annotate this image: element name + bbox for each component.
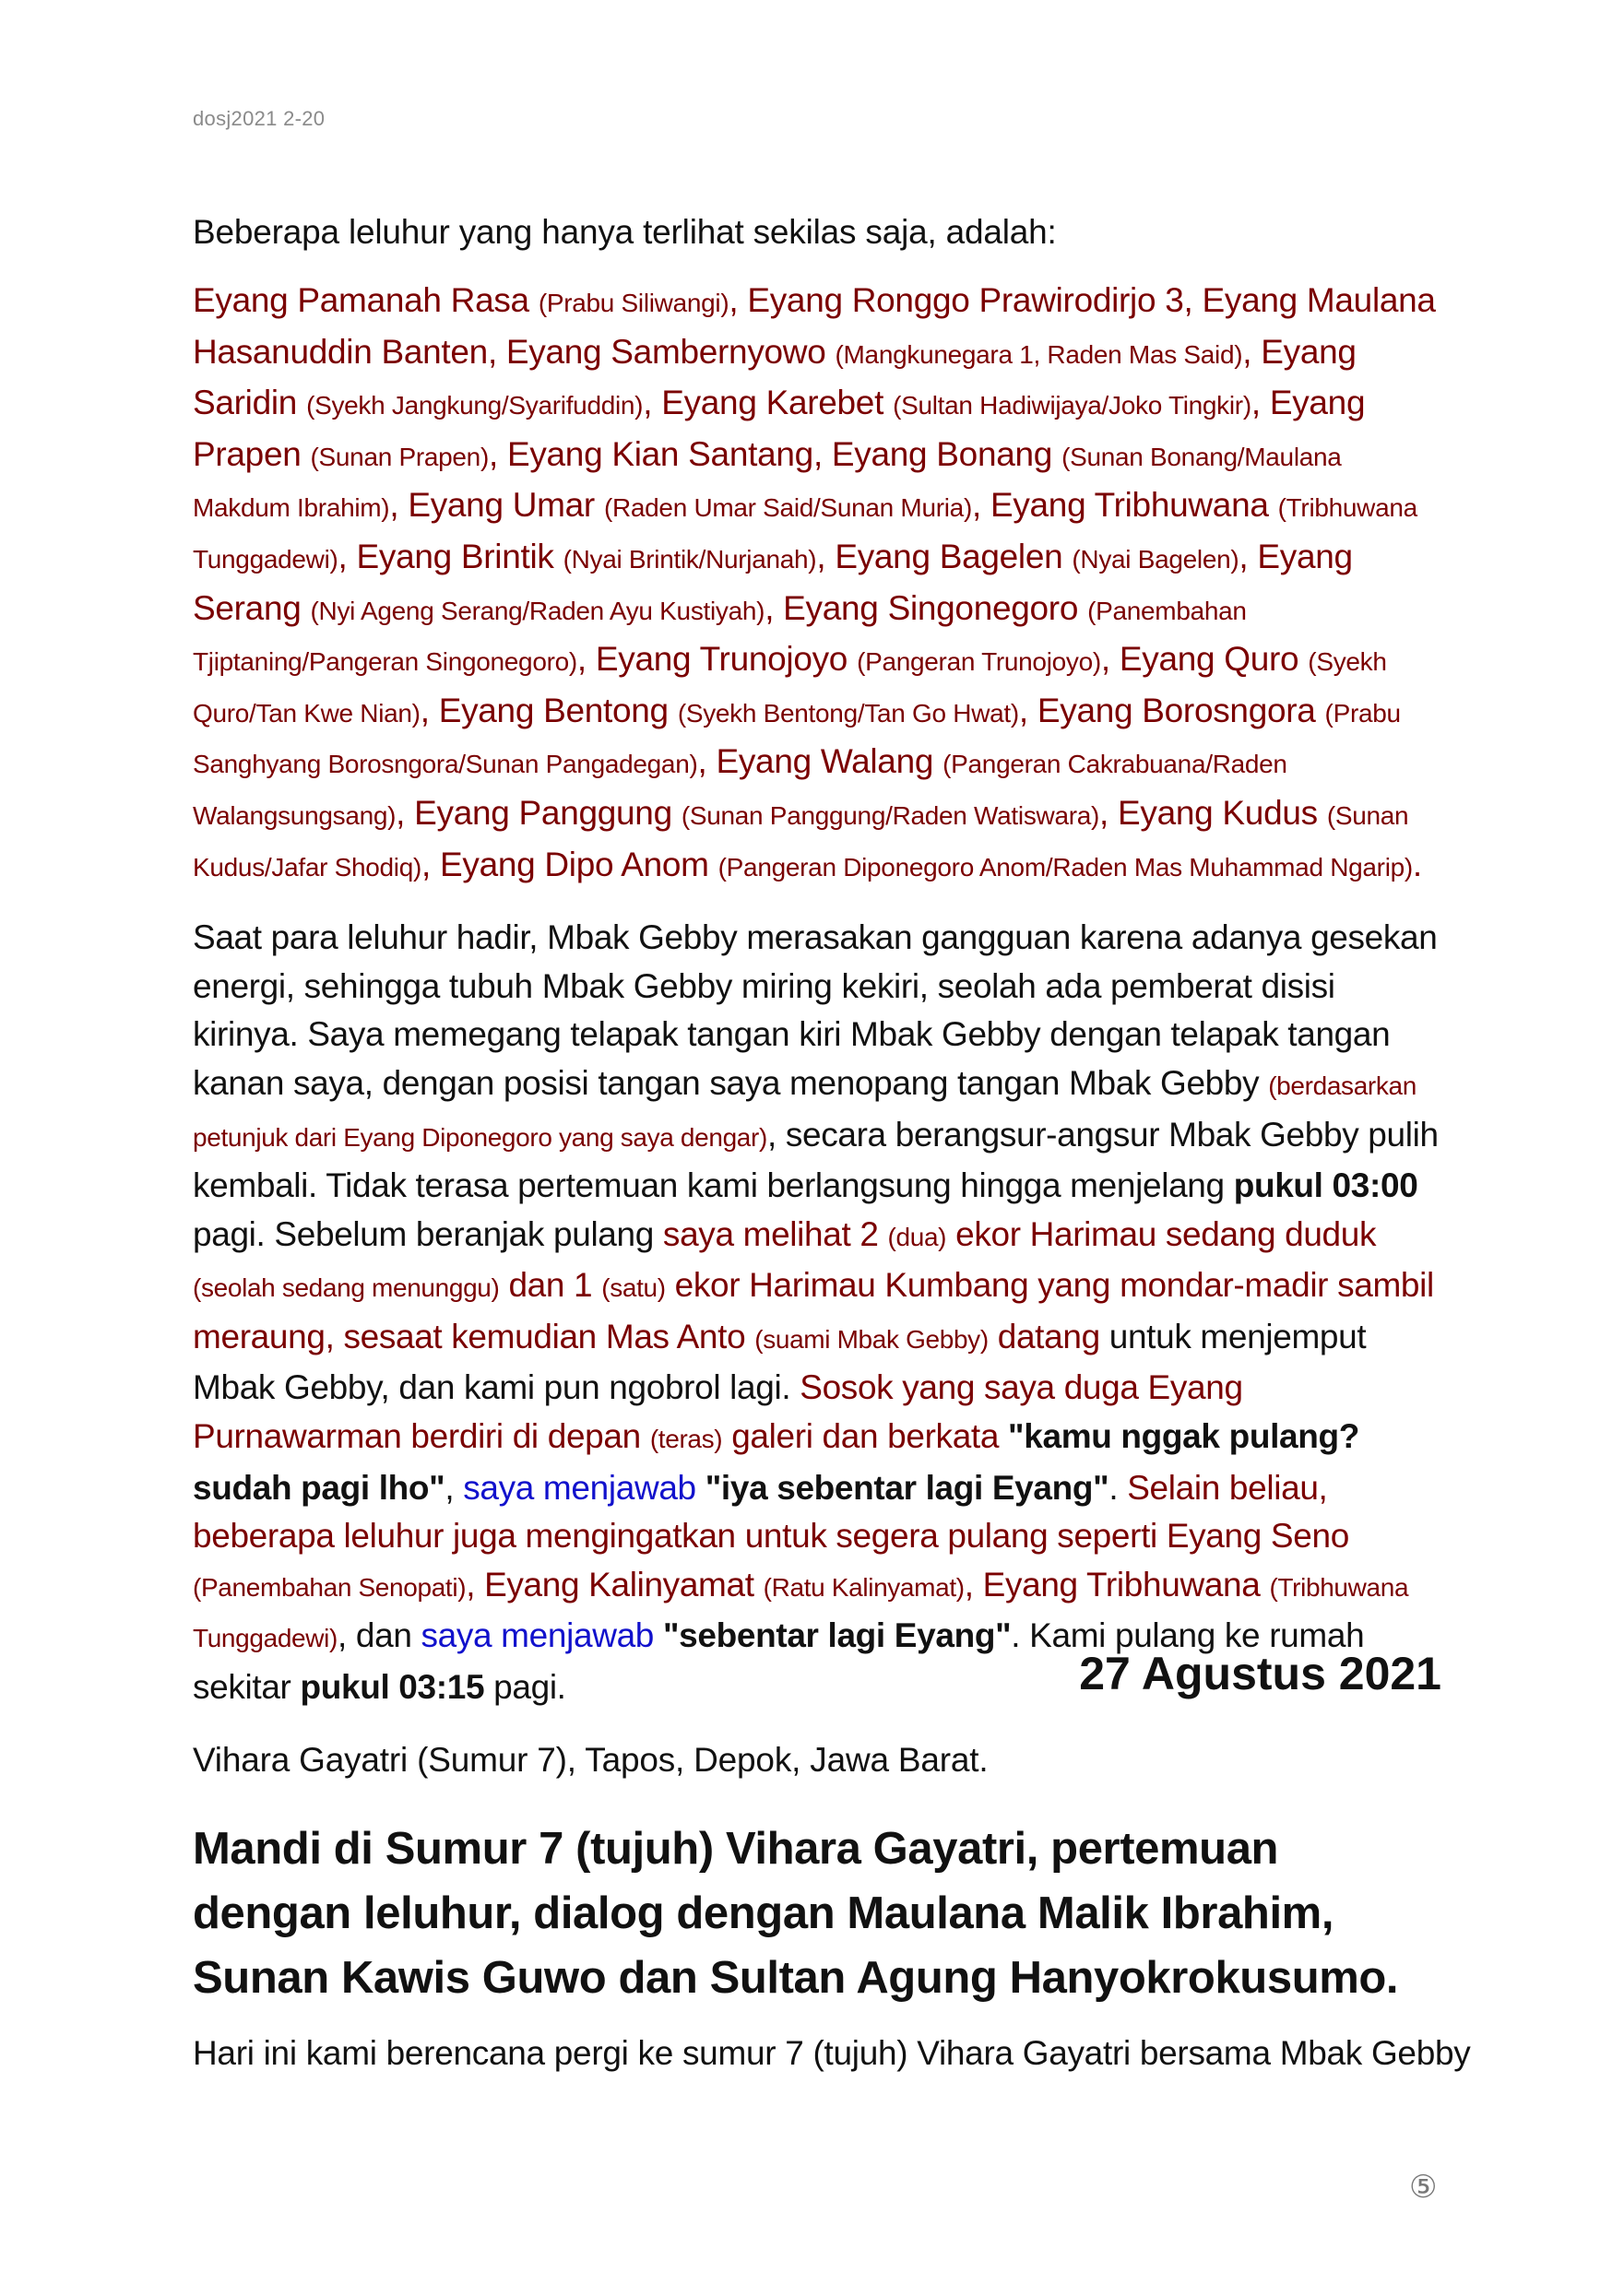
ancestor-item xyxy=(193,281,729,319)
ancestor-detail: (Panembahan Tjiptaning/Pangeran Singonegoro) xyxy=(193,596,1247,677)
ancestor-detail: (Prabu Sanghyang Borosngora/Sunan Pangadegan) xyxy=(193,698,1401,779)
ancestor-detail: (Syekh Quro/Tan Kwe Nian) xyxy=(193,647,1387,728)
ancestor-name: Eyang Bonang xyxy=(831,434,1053,473)
ancestor-detail: (Sunan Bonang/Maulana Makdum Ibrahim) xyxy=(193,442,1342,523)
narrative-vision: ekor Harimau Kumbang yang mondar-madir sambil meraung, sesaat kemudian Mas Anto xyxy=(193,1266,1434,1355)
ancestor-detail: (Sunan Kudus/Jafar Shodiq) xyxy=(193,800,1409,882)
ancestor-item xyxy=(506,333,1242,371)
narrative-vision: , Eyang Kalinyamat xyxy=(466,1565,764,1604)
narrative-text: Saat para leluhur hadir, Mbak Gebby merasakan gangguan karena adanya gesekan energi, sehingga tubuh Mbak Gebby miring kekiri, seolah ada pemberat disisi kirinya. Saya memegang telapak tangan kiri Mbak Gebby dengan telapak tangan kanan saya, dengan posisi tangan saya menopang tangan Mbak Gebby xyxy=(193,918,1438,1102)
narrative-text: , secara berangsur-angsur Mbak Gebby pulih kembali. Tidak terasa pertemuan kami berlangsung hingga menjelang xyxy=(193,1115,1439,1205)
narrative-vision: , Eyang Tribhuwana xyxy=(964,1565,1270,1604)
ancestor-name: Eyang Bentong xyxy=(438,691,669,729)
narrative-text: pagi. xyxy=(484,1668,566,1707)
ancestor-name: Eyang Kudus xyxy=(1118,793,1318,832)
narrative-reply: saya menjawab xyxy=(421,1616,655,1655)
ancestor-detail: (Prabu Siliwangi) xyxy=(538,289,729,317)
ancestor-name: Eyang Trunojoyo xyxy=(595,640,848,679)
narrative-text: , dan xyxy=(338,1616,421,1655)
narrative-note: (Ratu Kalinyamat) xyxy=(763,1572,965,1602)
ancestor-name: Eyang Borosngora xyxy=(1037,691,1316,729)
ancestor-list: Eyang Pamanah Rasa (Prabu Siliwangi), Eyang Ronggo Prawirodirjo 3, Eyang Maulana Hasanuddin Banten, Eyang Sambernyowo (Mangkunegara 1, Raden Mas Said), Eyang Saridin (Syekh Jangkung/Syarifuddin), Eyang Karebet (Sultan Hadiwijaya/Joko Tingkir), Eyang Prapen (Sunan Prapen), Eyang Kian Santang, Eyang Bonang (Sunan Bonang/Maulana Makdum Ibrahim), Eyang Umar (Raden Umar Said/Sunan Muria), Eyang Tribhuwana (Tribhuwana Tunggadewi), Eyang Brintik (Nyai Brintik/Nurjanah), Eyang Bagelen (Nyai Bagelen), Eyang Serang (Nyi Ageng Serang/Raden Ayu Kustiyah), Eyang Singonegoro (Panembahan Tjiptaning/Pangeran Singonegoro), Eyang Trunojoyo (Pangeran Trunojoyo), Eyang Quro (Syekh Quro/Tan Kwe Nian), Eyang Bentong (Syekh Bentong/Tan Go Hwat), Eyang Borosngora (Prabu Sanghyang Borosngora/Sunan Pangadegan), Eyang Walang (Pangeran Cakrabuana/Raden Walangsungsang), Eyang Panggung (Sunan Panggung/Raden Watiswara), Eyang Kudus (Sunan Kudus/Jafar Shodiq), Eyang Dipo Anom (Pangeran Diponegoro Anom/Raden Mas Muhammad Ngarip). xyxy=(193,281,1436,883)
narrative-text xyxy=(999,1417,1008,1455)
narrative-vision: dan 1 xyxy=(499,1266,602,1305)
ancestor-detail: (Raden Umar Said/Sunan Muria) xyxy=(603,493,972,523)
ancestor-name: Eyang Walang xyxy=(716,742,934,781)
ancestor-name: Eyang Tribhuwana xyxy=(990,486,1269,525)
narrative-text: . Kami pulang ke rumah sekitar xyxy=(193,1616,1365,1707)
entry-first-line: Hari ini kami berencana pergi ke sumur 7 (tujuh) Vihara Gayatri bersama Mbak Gebby xyxy=(193,2034,1471,2072)
entry-title: Mandi di Sumur 7 (tujuh) Vihara Gayatri, pertemuan dengan leluhur, dialog dengan Maulana Malik Ibrahim, Sunan Kawis Guwo dan Sultan Agung Hanyokrokusumo. xyxy=(193,1824,1399,2003)
ancestor-name: Eyang Saridin xyxy=(193,332,1357,422)
ancestor-name: Eyang Umar xyxy=(408,486,595,525)
ancestor-name: Eyang Quro xyxy=(1119,640,1299,679)
narrative-note: (teras) xyxy=(649,1425,723,1454)
ancestor-item xyxy=(408,486,972,524)
narrative-vision: saya melihat 2 xyxy=(662,1214,888,1253)
ancestor-item xyxy=(507,435,813,473)
ancestor-detail: (Syekh Bentong/Tan Go Hwat) xyxy=(677,698,1019,728)
narrative-vision: Selain beliau, beberapa leluhur juga mengingatkan untuk segera pulang seperti Eyang Seno xyxy=(193,1468,1349,1556)
document-id: dosj2021 2-20 xyxy=(193,107,326,130)
ancestor-detail: (Nyai Brintik/Nurjanah) xyxy=(563,544,817,574)
ancestor-detail: (Mangkunegara 1, Raden Mas Said) xyxy=(835,339,1243,369)
narrative-vision: galeri dan berkata xyxy=(722,1417,1000,1456)
ancestor-name: Eyang Kian Santang xyxy=(506,434,813,473)
ancestor-name: Eyang Brintik xyxy=(356,537,554,575)
narrative-paragraph xyxy=(193,914,1441,1712)
narrative-note: (berdasarkan petunjuk dari Eyang Diponegoro yang saya dengar) xyxy=(193,1071,1417,1152)
ancestor-name: Eyang Bagelen xyxy=(835,537,1063,575)
ancestor-name: Eyang Karebet xyxy=(661,384,884,422)
narrative-note: (satu) xyxy=(601,1273,666,1303)
narrative-text: , xyxy=(445,1468,464,1507)
intro-text: Beberapa leluhur yang hanya terlihat sekilas saja, adalah: xyxy=(193,213,1057,251)
ancestor-item xyxy=(747,281,1183,319)
narrative-note: (seolah sedang menunggu) xyxy=(193,1273,500,1303)
narrative-vision: ekor Harimau sedang duduk xyxy=(946,1214,1377,1253)
narrative-quote: "sebentar lagi Eyang" xyxy=(662,1616,1012,1655)
ancestor-item xyxy=(835,538,1239,575)
entry-location: Vihara Gayatri (Sumur 7), Tapos, Depok, Jawa Barat. xyxy=(193,1741,989,1779)
narrative-text: pagi. Sebelum beranjak pulang xyxy=(193,1214,663,1253)
narrative-note: (suami Mbak Gebby) xyxy=(754,1324,989,1354)
ancestor-name: Eyang Maulana Hasanuddin Banten xyxy=(193,281,1436,371)
entry-date: 27 Agustus 2021 xyxy=(1079,1648,1441,1699)
narrative-quote: "kamu nggak pulang? sudah pagi lho" xyxy=(193,1417,1359,1507)
ancestor-item xyxy=(357,538,817,575)
ancestor-item xyxy=(596,640,1101,678)
ancestor-detail: (Sultan Hadiwijaya/Joko Tingkir) xyxy=(893,391,1251,420)
ancestor-name: Eyang Ronggo Prawirodirjo 3 xyxy=(747,281,1184,319)
ancestor-item xyxy=(439,692,1019,729)
ancestor-detail: (Tribhuwana Tunggadewi) xyxy=(193,493,1417,574)
narrative-time: pukul 03:15 xyxy=(300,1668,485,1707)
ancestor-name: Eyang Dipo Anom xyxy=(439,845,709,883)
ancestor-detail: (Nyai Bagelen) xyxy=(1072,544,1239,574)
narrative-note: (Tribhuwana Tunggadewi) xyxy=(193,1572,1409,1653)
ancestor-name: Eyang Singonegoro xyxy=(783,588,1079,627)
narrative-vision: Sosok yang saya duga Eyang Purnawarman berdiri di depan xyxy=(193,1368,1243,1456)
ancestor-detail: (Sunan Panggung/Raden Watiswara) xyxy=(681,800,1100,830)
ancestor-item xyxy=(440,846,1413,883)
ancestor-item xyxy=(414,794,1099,832)
narrative-quote: "iya sebentar lagi Eyang" xyxy=(705,1468,1109,1507)
narrative-note: (Panembahan Senopati) xyxy=(193,1572,467,1602)
page-number: ⑤ xyxy=(1409,2170,1438,2205)
ancestor-name: Eyang Pamanah Rasa xyxy=(193,281,529,319)
main-content xyxy=(193,208,1441,1712)
ancestor-name: Eyang Prapen xyxy=(193,384,1366,473)
narrative-text: . xyxy=(1108,1468,1128,1507)
ancestor-detail: (Pangeran Diponegoro Anom/Raden Mas Muhammad Ngarip) xyxy=(717,852,1413,882)
ancestor-name: Eyang Serang xyxy=(193,537,1353,627)
ancestor-item xyxy=(661,384,1251,421)
ancestor-detail: (Pangeran Cakrabuana/Raden Walangsungsang) xyxy=(193,750,1287,830)
narrative-time: pukul 03:00 xyxy=(1233,1166,1418,1205)
ancestor-name: Eyang Sambernyowo xyxy=(505,332,826,371)
ancestor-detail: (Nyi Ageng Serang/Raden Ayu Kustiyah) xyxy=(310,596,765,625)
narrative-reply: saya menjawab xyxy=(463,1468,696,1507)
narrative-note: (dua) xyxy=(887,1222,947,1251)
narrative-text xyxy=(696,1469,705,1507)
ancestor-detail: (Syekh Jangkung/Syarifuddin) xyxy=(306,391,644,420)
ancestor-detail: (Pangeran Trunojoyo) xyxy=(857,647,1101,677)
narrative-text xyxy=(654,1616,663,1654)
narrative-text: untuk menjemput Mbak Gebby, dan kami pun ngobrol lagi. xyxy=(193,1317,1367,1407)
ancestor-detail: (Sunan Prapen) xyxy=(310,442,489,471)
ancestor-name: Eyang Panggung xyxy=(414,793,672,832)
narrative-vision: datang xyxy=(988,1317,1100,1355)
